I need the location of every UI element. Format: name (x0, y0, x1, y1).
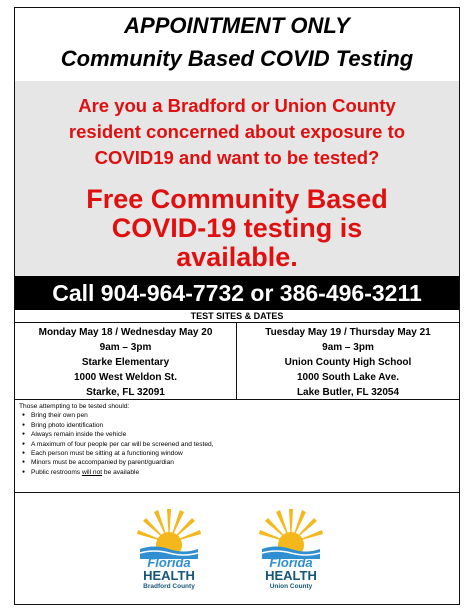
rules-intro: Those attempting to be tested should: (19, 403, 130, 410)
question-line-2: resident concerned about exposure to (68, 121, 406, 142)
logo-florida-text: Florida (147, 555, 191, 570)
info-panel (15, 81, 459, 277)
sites-table (15, 323, 459, 400)
florida-health-bradford-logo (134, 503, 204, 595)
question-line-1: Are you a Bradford or Union County (78, 95, 396, 116)
question-text (15, 93, 459, 171)
free-line-2: COVID-19 testing is (111, 213, 363, 243)
list-item: ● A maximum of four people per car will be screened and tested, (31, 440, 455, 449)
site-starke (15, 323, 237, 399)
logo-health-text: HEALTH (265, 568, 317, 583)
restroom-text-emphasis: will not (81, 468, 103, 476)
site-dates: Tuesday May 19 / Thursday May 21 (265, 327, 431, 338)
site-union (237, 323, 459, 399)
free-testing-text (15, 185, 459, 272)
list-item: ● Bring photo identification (31, 421, 455, 430)
logo-county-text: Union County (269, 583, 313, 590)
logo-florida-text: Florida (269, 555, 313, 570)
list-item: ● Each person must be sitting at a functioning window (31, 449, 455, 458)
list-item: ● Bring their own pen (31, 411, 455, 420)
logo-county-text: Bradford County (143, 583, 195, 590)
sun-icon (134, 503, 204, 559)
call-banner: Call 904-964-7732 or 386-496-3211 (15, 276, 459, 310)
site-city: Lake Butler, FL 32054 (296, 387, 400, 398)
sites-header: TEST SITES & DATES (15, 310, 459, 323)
flyer (14, 7, 460, 605)
question-line-3: COVID19 and want to be tested? (94, 147, 380, 168)
restroom-text-suffix: be available (102, 468, 140, 476)
site-time: 9am – 3pm (322, 342, 374, 353)
site-street: 1000 South Lake Ave. (296, 372, 400, 383)
florida-health-union-logo (256, 503, 326, 595)
header-line-1: APPOINTMENT ONLY (124, 13, 350, 38)
site-time: 9am – 3pm (99, 342, 152, 353)
site-street: 1000 West Weldon St. (74, 372, 177, 383)
header-line-2: Community Based COVID Testing (60, 46, 414, 71)
free-line-1: Free Community Based (86, 184, 388, 214)
sun-icon (256, 503, 326, 559)
logo-row (15, 494, 459, 606)
list-item: ● Always remain inside the vehicle (31, 430, 455, 439)
testing-rules (15, 400, 459, 493)
site-name: Union County High School (284, 357, 412, 368)
restroom-text-prefix: Public restrooms (31, 468, 82, 476)
free-line-3: available. (176, 242, 298, 272)
site-city: Starke, FL 32091 (86, 387, 165, 398)
rules-list (19, 411, 455, 477)
list-item (31, 468, 455, 477)
site-name: Starke Elementary (81, 357, 170, 368)
site-dates: Monday May 18 / Wednesday May 20 (38, 327, 213, 338)
logo-health-text: HEALTH (143, 568, 195, 583)
flyer-header (15, 8, 459, 82)
list-item: ● Minors must be accompanied by parent/guardian (31, 458, 455, 467)
